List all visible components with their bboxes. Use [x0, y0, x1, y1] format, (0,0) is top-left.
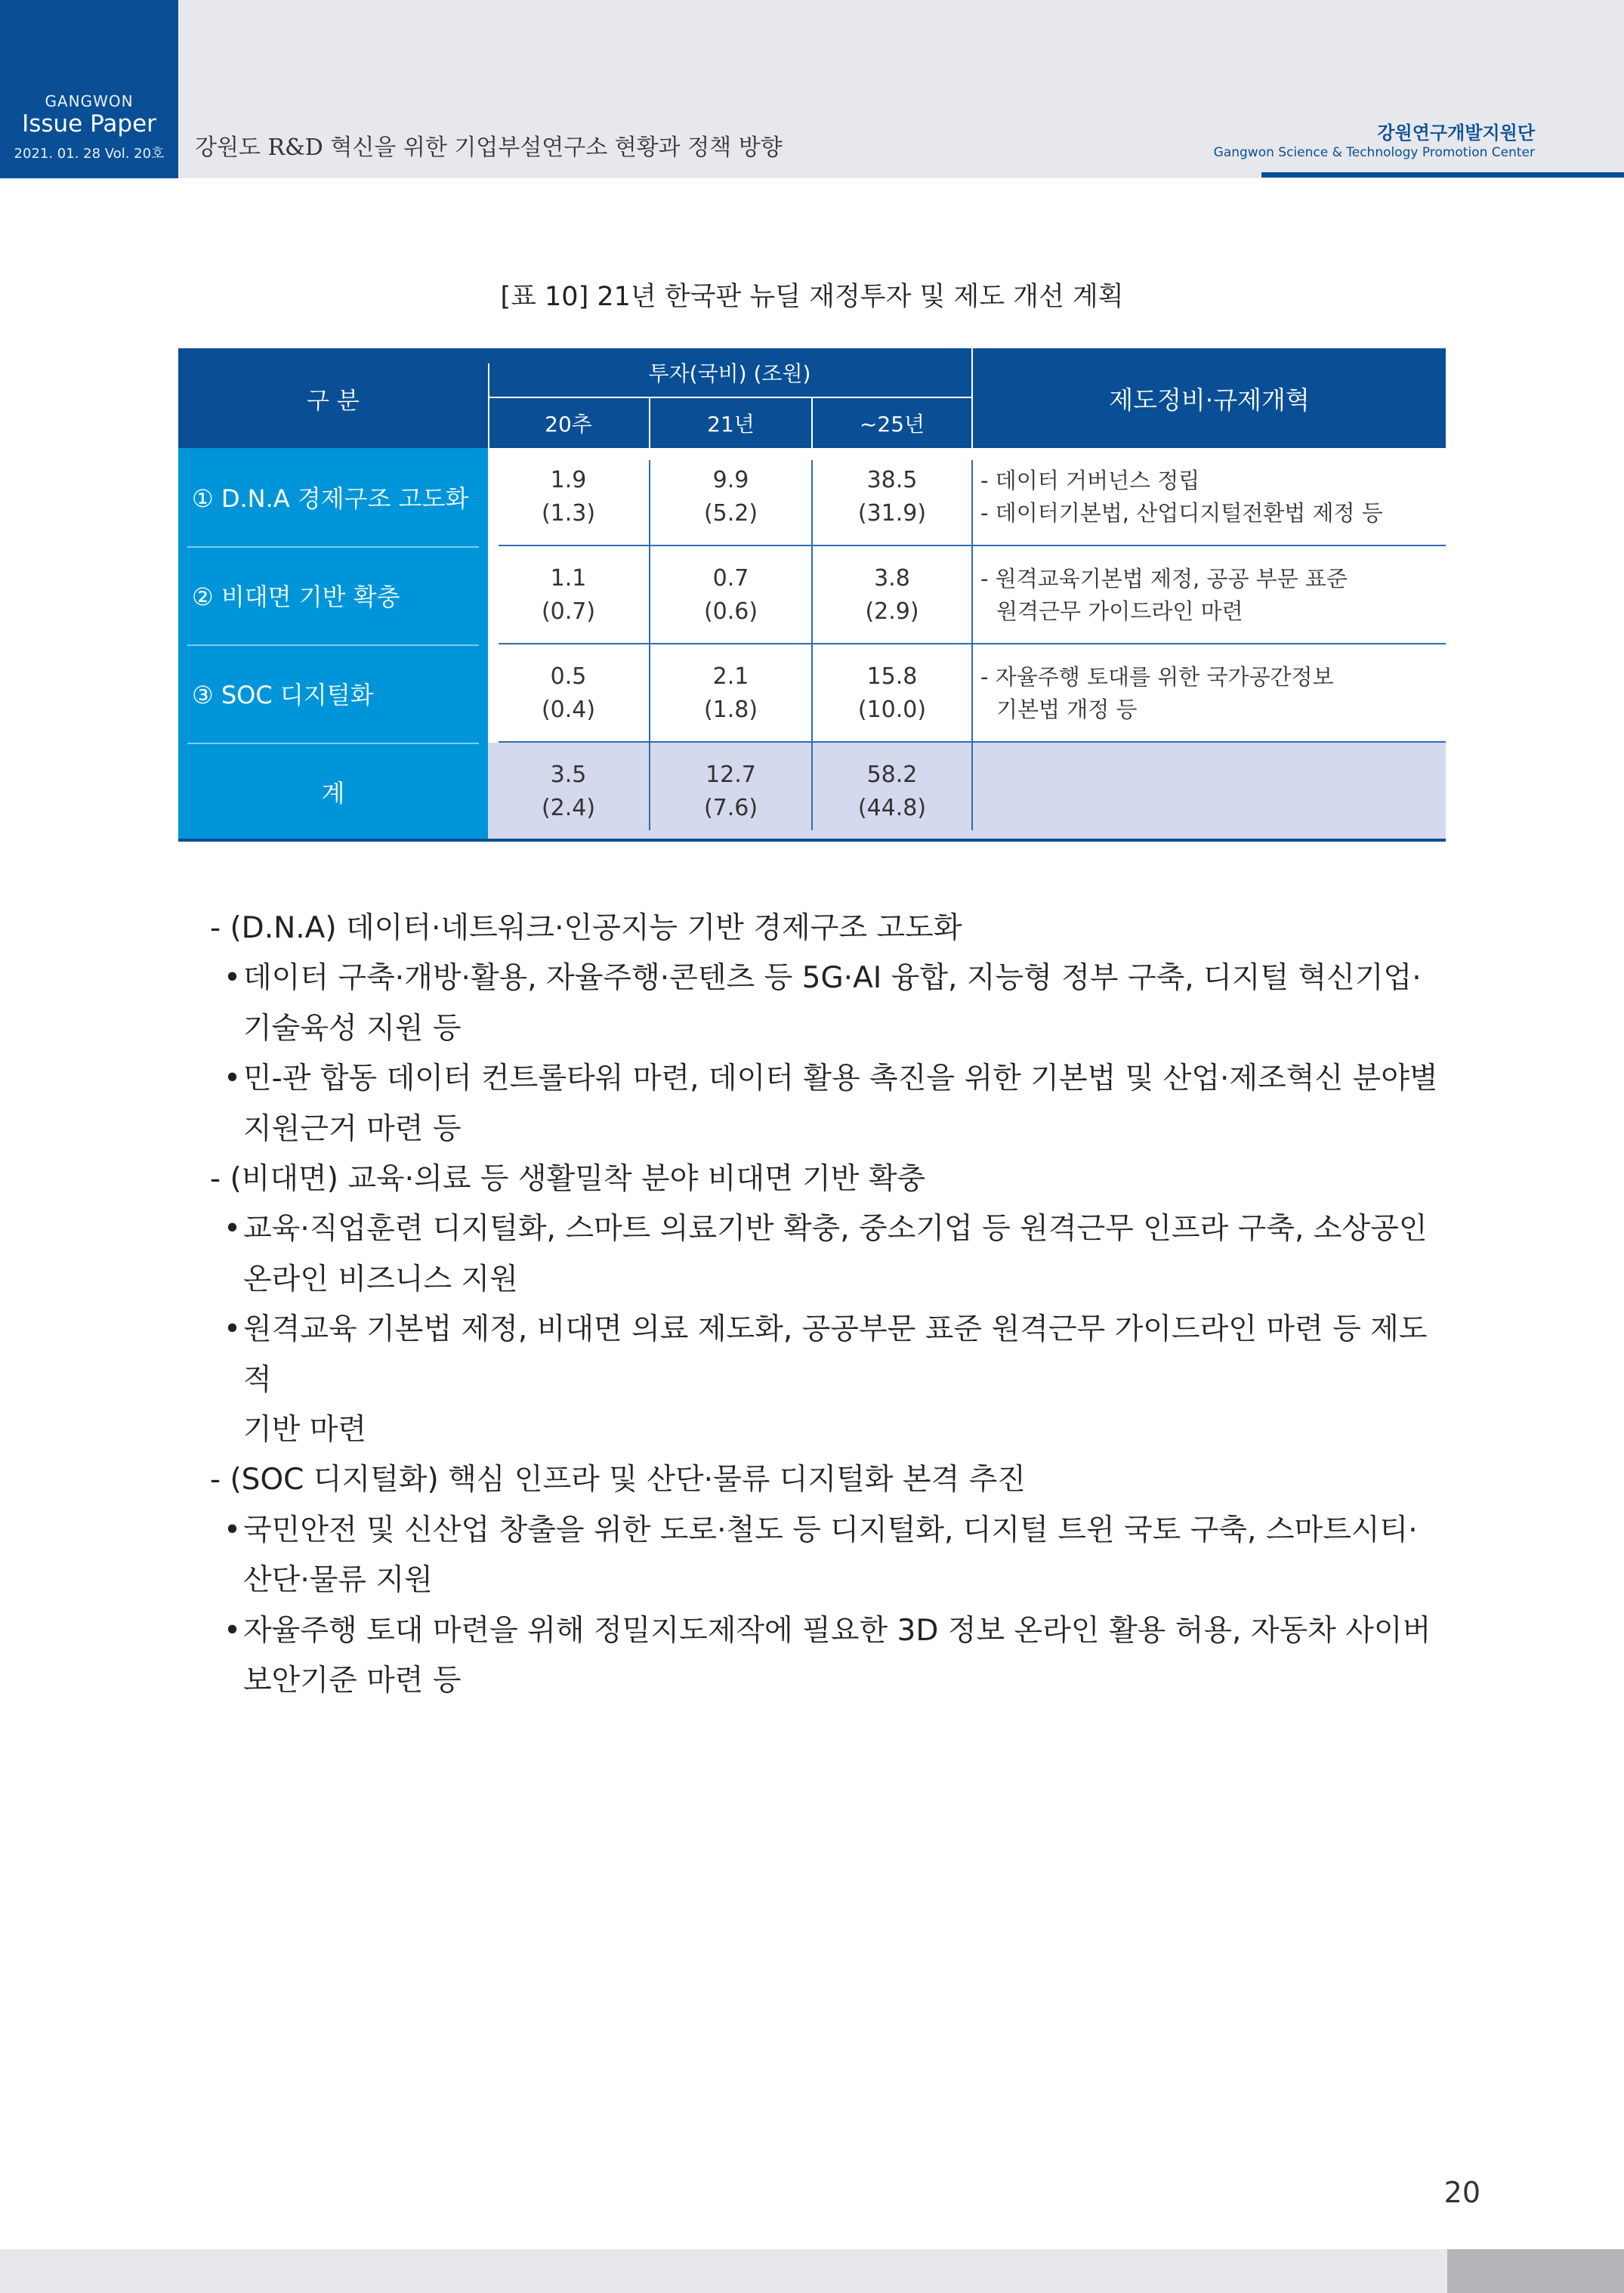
header-col-25: ~25년: [859, 412, 925, 437]
footer-band: [0, 2249, 1624, 2293]
table-cell: 58.2 (44.8): [857, 762, 927, 821]
table-cell: 15.8 (10.0): [857, 663, 927, 723]
row-label-column: [178, 448, 488, 841]
newdeal-table: [178, 348, 1446, 841]
bullet-item: • 데이터 구축·개방·활용, 자율주행·콘텐츠 등 5G·AI 융합, 지능형 정부 구축, 디지털 혁신기업· 기술육성 지원 등: [224, 961, 1422, 1046]
org-name-korean: 강원연구개발지원단: [1377, 122, 1535, 144]
grid-line: [499, 643, 1446, 644]
brand-gangwon: GANGWON: [45, 92, 134, 110]
table-cell: 9.9 (5.2): [703, 467, 758, 527]
footer-block: [1447, 2249, 1624, 2293]
header-col-21: 21년: [707, 412, 755, 437]
grid-line: [499, 545, 1446, 546]
table-cell: 1.1 (0.7): [541, 565, 596, 625]
bullet-item: • 교육·직업훈련 디지털화, 스마트 의료기반 확충, 중소기업 등 원격근무 인프라 구축, 소상공인 온라인 비즈니스 지원: [224, 1212, 1428, 1296]
table-cell: 0.7 (0.6): [703, 565, 758, 625]
section-heading: - (D.N.A) 데이터·네트워크·인공지능 기반 경제구조 고도화: [210, 911, 962, 945]
grid-line: [971, 460, 973, 830]
issue-paper-logo: [0, 0, 178, 178]
grid-line: [811, 460, 813, 830]
table-cell: 3.8 (2.9): [865, 565, 919, 625]
row-label-soc: ③ SOC 디지털화: [192, 681, 374, 709]
grid-line: [649, 460, 650, 830]
table-cell: 38.5 (31.9): [857, 467, 927, 527]
bullet-item: • 국민안전 및 신산업 창출을 위한 도로·철도 등 디지털화, 디지털 트윈 국토 구축, 스마트시티· 산단·물류 지원: [224, 1513, 1418, 1598]
bullet-item: • 민-관 합동 데이터 컨트롤타워 마련, 데이터 활용 촉진을 위한 기본법 및 산업·제조혁신 분야별 지원근거 마련 등: [224, 1062, 1438, 1146]
header-gubun: 구 분: [307, 387, 360, 415]
section-heading: - (비대면) 교육·의료 등 생활밀착 분야 비대면 기반 확충: [210, 1162, 926, 1197]
bullet-item: • 원격교육 기본법 제정, 비대면 의료 제도화, 공공부문 표준 원격근무 가이드라인 마련 등 제도적 기반 마련: [224, 1312, 1428, 1448]
bullet-item: • 자율주행 토대 마련을 위해 정밀지도제작에 필요한 3D 정보 온라인 활용 허용, 자동차 사이버 보안기준 마련 등: [224, 1613, 1431, 1698]
row-label-total: 계: [321, 779, 345, 808]
row-label-untact: ② 비대면 기반 확충: [192, 583, 400, 611]
table-cell: 2.1 (1.8): [703, 663, 758, 723]
table-cell: 0.5 (0.4): [541, 663, 596, 723]
table-cell: 12.7 (7.6): [703, 762, 758, 821]
reform-cell: - 데이터 거버넌스 정립 - 데이터기본법, 산업디지털전환법 제정 등: [980, 468, 1383, 526]
header-investment: 투자(국비) (조원): [488, 348, 971, 398]
reform-cell: - 원격교육기본법 제정, 공공 부문 표준 원격근무 가이드라인 마련: [980, 566, 1348, 624]
brand-issue-paper: Issue Paper: [22, 110, 156, 138]
table-cell: 1.9 (1.3): [541, 467, 596, 527]
org-underline: [1261, 172, 1624, 178]
header-reform: 제도정비·규제개혁: [971, 348, 1446, 448]
brand-date: 2021. 01. 28 Vol. 20호: [14, 146, 165, 162]
row-label-dna: ① D.N.A 경제구조 고도화: [192, 484, 469, 513]
org-name-english: Gangwon Science & Technology Promotion Center: [1213, 145, 1535, 160]
table-bottom-rule: [178, 839, 1446, 842]
body-text: [210, 904, 1449, 1707]
grid-line: [499, 741, 1446, 743]
reform-cell: - 자율주행 토대를 위한 국가공간정보 기본법 개정 등: [980, 664, 1334, 722]
section-heading: - (SOC 디지털화) 핵심 인프라 및 산단·물류 디지털화 본격 추진: [210, 1463, 1026, 1497]
page-number: 20: [1443, 2176, 1480, 2209]
table-header: [178, 348, 1446, 448]
table-cell: 3.5 (2.4): [541, 762, 596, 821]
header-title: 강원도 R&D 혁신을 위한 기업부설연구소 현황과 정책 방향: [195, 134, 783, 161]
header-col-20: 20추: [545, 412, 592, 437]
table-caption: [표 10] 21년 한국판 뉴딜 재정투자 및 제도 개선 계획: [500, 282, 1124, 312]
